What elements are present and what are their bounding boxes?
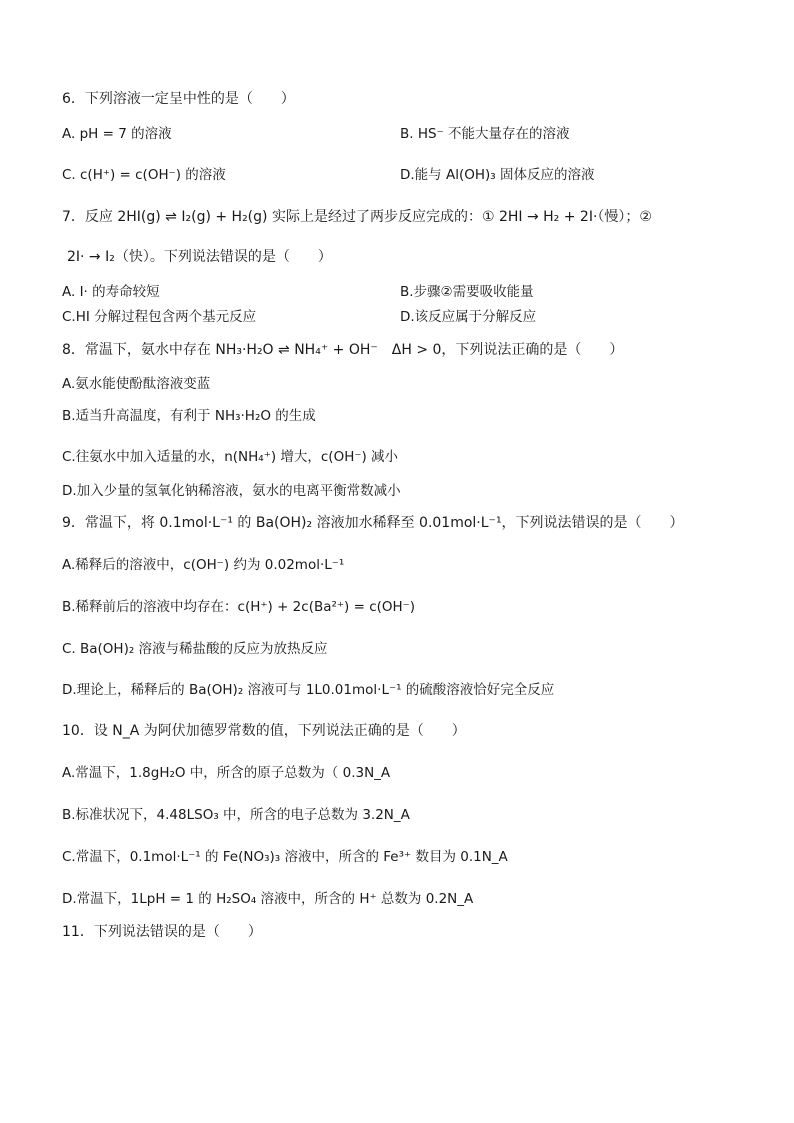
question-7-option-a: A. I· 的寿命较短 xyxy=(62,284,160,300)
question-8-option-d: D.加入少量的氢氧化钠稀溶液，氨水的电离平衡常数减小 xyxy=(62,483,401,499)
question-6-option-d: D.能与 Al(OH)₃ 固体反应的溶液 xyxy=(400,167,595,183)
question-6-stem: 6．下列溶液一定呈中性的是（ ） xyxy=(62,91,295,107)
question-6-option-a: A. pH = 7 的溶液 xyxy=(62,126,172,142)
question-7-stem-line2: 2I· → I₂（快）。下列说法错误的是（ ） xyxy=(67,249,332,265)
question-8-option-c: C.往氨水中加入适量的水，n(NH₄⁺) 增大，c(OH⁻) 减小 xyxy=(62,449,399,465)
question-8-option-a: A.氨水能使酚酞溶液变蓝 xyxy=(62,376,211,392)
question-6-option-b: B. HS⁻ 不能大量存在的溶液 xyxy=(400,126,570,142)
question-10-stem: 10．设 N_A 为阿伏加德罗常数的值，下列说法正确的是（ ） xyxy=(62,723,466,739)
question-9-option-b: B.稀释前后的溶液中均存在：c(H⁺) + 2c(Ba²⁺) = c(OH⁻) xyxy=(62,599,416,615)
question-9-option-c: C. Ba(OH)₂ 溶液与稀盐酸的反应为放热反应 xyxy=(62,641,328,657)
question-8-stem: 8．常温下，氨水中存在 NH₃·H₂O ⇌ NH₄⁺ + OH⁻ ΔH > 0，下列说法正确的是（ ） xyxy=(62,342,624,358)
question-9-option-a: A.稀释后的溶液中，c(OH⁻) 约为 0.02mol·L⁻¹ xyxy=(62,557,345,573)
question-7-option-b: B.步骤②需要吸收能量 xyxy=(400,284,534,300)
question-6-option-c: C. c(H⁺) = c(OH⁻) 的溶液 xyxy=(62,167,226,183)
question-9-stem: 9．常温下，将 0.1mol·L⁻¹ 的 Ba(OH)₂ 溶液加水稀释至 0.01mol·L⁻¹，下列说法错误的是（ ） xyxy=(62,515,684,531)
question-8-option-b: B.适当升高温度，有利于 NH₃·H₂O 的生成 xyxy=(62,408,316,424)
question-7-option-d: D.该反应属于分解反应 xyxy=(400,309,537,325)
question-7-option-c: C.HI 分解过程包含两个基元反应 xyxy=(62,309,257,325)
question-9-option-d: D.理论上，稀释后的 Ba(OH)₂ 溶液可与 1L0.01mol·L⁻¹ 的硫酸溶液恰好完全反应 xyxy=(62,682,555,698)
question-10-option-c: C.常温下，0.1mol·L⁻¹ 的 Fe(NO₃)₃ 溶液中，所含的 Fe³⁺ 数目为 0.1N_A xyxy=(62,849,508,865)
question-7-stem-line1: 7．反应 2HI(g) ⇌ I₂(g) + H₂(g) 实际上是经过了两步反应完成的：① 2HI → H₂ + 2I·（慢）；② xyxy=(62,209,652,225)
question-10-option-b: B.标准状况下，4.48LSO₃ 中，所含的电子总数为 3.2N_A xyxy=(62,807,410,823)
question-10-option-a: A.常温下，1.8gH₂O 中，所含的原子总数为（ 0.3N_A xyxy=(62,765,391,781)
question-10-option-d: D.常温下，1LpH = 1 的 H₂SO₄ 溶液中，所含的 H⁺ 总数为 0.2N_A xyxy=(62,891,474,907)
question-11-stem: 11．下列说法错误的是（ ） xyxy=(62,924,262,940)
